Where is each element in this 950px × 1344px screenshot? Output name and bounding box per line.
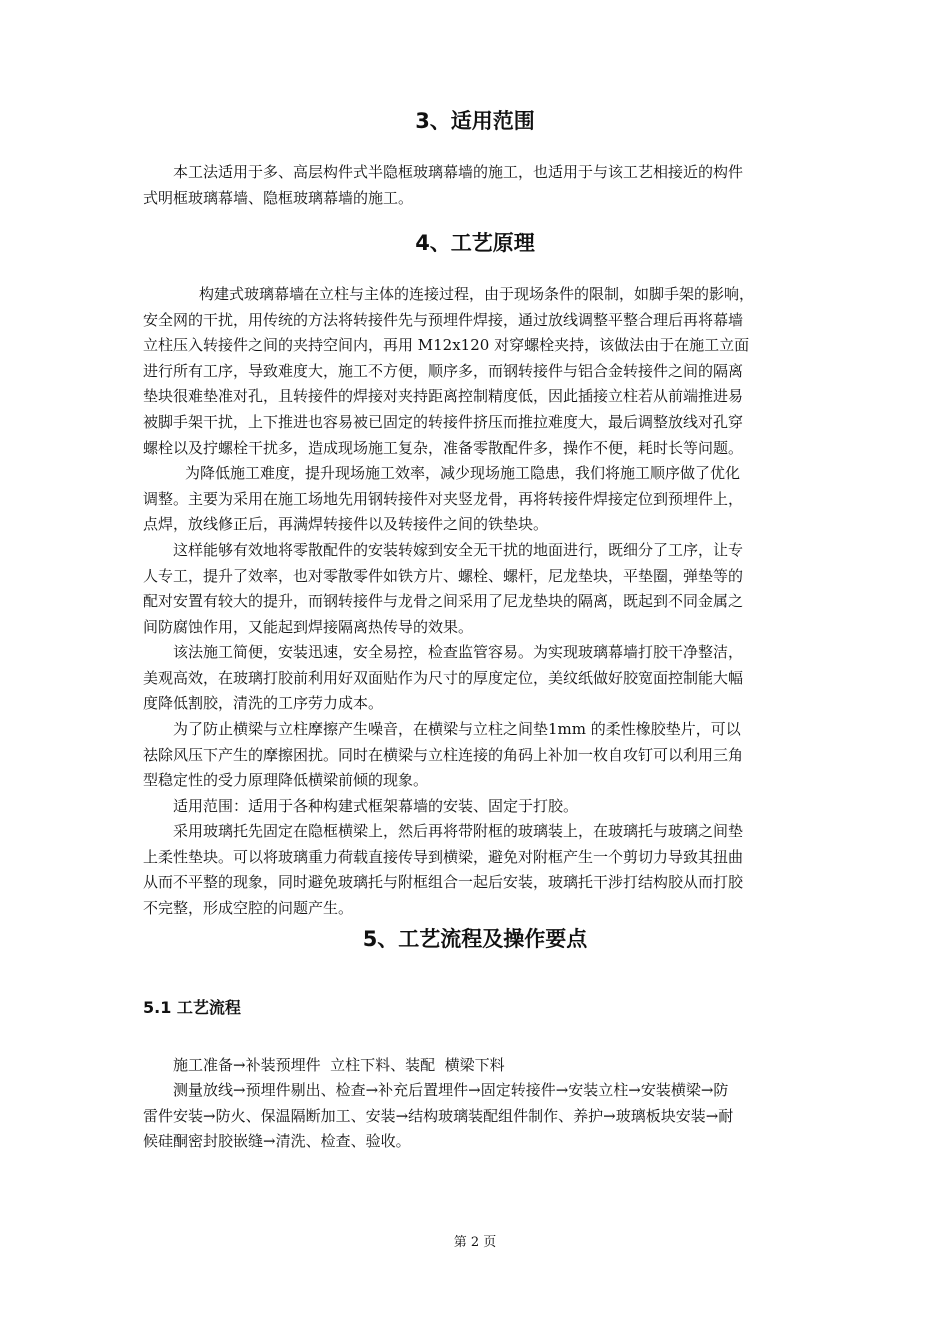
text-line: 式明框玻璃幕墙、隐框玻璃幕墙的施工。: [143, 188, 414, 207]
text-line: 本工法适用于多、高层构件式半隐框玻璃幕墙的施工，也适用于与该工艺相接近的构件: [173, 163, 744, 181]
text-line: 施工准备→补装预埋件 立柱下料、装配 横梁下料: [173, 1056, 505, 1074]
text-line: 为了防止横梁与立柱摩擦产生噪音，在横梁与立柱之间垫1mm 的柔性橡胶垫片，可以: [173, 720, 741, 738]
text-line: 上柔性垫块。可以将玻璃重力荷载直接传导到横梁，避免对附框产生一个剪切力导致其扭曲: [143, 847, 744, 866]
text-line: 候硅酮密封胶嵌缝→清洗、检查、验收。: [143, 1132, 411, 1151]
process-flow-steps: [143, 1078, 819, 1155]
text-line: 从而不平整的现象，同时避免玻璃托与附框组合一起后安装，玻璃托干涉打结构胶从而打胶: [143, 873, 744, 892]
section-4-paragraph-1: [143, 282, 819, 461]
text-line: 配对安置有较大的提升，而钢转接件与龙骨之间采用了尼龙垫块的隔离，既起到不同金属之: [143, 592, 744, 611]
section-3-heading: 3、适用范围: [415, 109, 535, 133]
text-line: 构建式玻璃幕墙在立柱与主体的连接过程，由于现场条件的限制，如脚手架的影响，: [199, 285, 755, 303]
text-line: 点焊，放线修正后，再满焊转接件以及转接件之间的铁垫块。: [143, 515, 549, 534]
text-line: 间防腐蚀作用，又能起到焊接隔离热传导的效果。: [143, 617, 474, 636]
text-line: 祛除风压下产生的摩擦困扰。同时在横梁与立柱连接的角码上补加一枚自攻钉可以利用三角: [143, 745, 744, 764]
text-line: 采用玻璃托先固定在隐框横梁上，然后再将带附框的玻璃装上，在玻璃托与玻璃之间垫: [173, 822, 744, 840]
text-line: 为降低施工难度，提升现场施工效率，减少现场施工隐患，我们将施工顺序做了优化: [185, 464, 741, 482]
text-line: 雷件安装→防火、保温隔断加工、安装→结构玻璃装配组件制作、养护→玻璃板块安装→耐: [143, 1106, 734, 1125]
section-4-paragraph-7: [143, 819, 819, 921]
section-4-paragraph-3: [143, 538, 819, 640]
process-flow-line-1: [143, 1053, 819, 1079]
text-line: 度降低割胶，清洗的工序劳力成本。: [143, 694, 384, 713]
section-5-1-heading: 5.1 工艺流程: [143, 998, 241, 1017]
text-line: 垫块很难垫准对孔，且转接件的焊接对夹持距离控制精度低，因此插接立柱若从前端推进易: [143, 387, 744, 406]
section-4-paragraph-6: [143, 794, 819, 820]
text-line: 安全网的干扰，用传统的方法将转接件先与预埋件焊接，通过放线调整平整合理后再将幕墙: [143, 310, 744, 329]
text-line: 适用范围：适用于各种构建式框架幕墙的安装、固定于打胶。: [173, 797, 579, 815]
section-4-paragraph-4: [143, 640, 819, 717]
text-line: 测量放线→预埋件剔出、检查→补充后置埋件→固定转接件→安装立柱→安装横梁→防: [173, 1081, 729, 1099]
text-line: 立柱压入转接件之间的夹持空间内，再用 M12x120 对穿螺栓夹持，该做法由于在施工立面: [143, 336, 750, 355]
text-line: 型稳定性的受力原理降低横梁前倾的现象。: [143, 771, 429, 790]
section-3-paragraph: [143, 160, 819, 211]
text-line: 调整。主要为采用在施工场地先用钢转接件对夹竖龙骨，再将转接件焊接定位到预埋件上，: [143, 489, 744, 508]
section-4-heading: 4、工艺原理: [415, 231, 535, 255]
text-line: 螺栓以及拧螺栓干扰多，造成现场施工复杂，准备零散配件多，操作不便，耗时长等问题。: [143, 438, 744, 457]
text-line: 被脚手架干扰，上下推进也容易被已固定的转接件挤压而推拉难度大，最后调整放线对孔穿: [143, 412, 744, 431]
text-line: 进行所有工序，导致难度大，施工不方便，顺序多，而钢转接件与铝合金转接件之间的隔离: [143, 361, 744, 380]
text-line: 不完整，形成空腔的问题产生。: [143, 898, 354, 917]
text-line: 人专工，提升了效率，也对零散零件如铁方片、螺栓、螺杆，尼龙垫块，平垫圈，弹垫等的: [143, 566, 744, 585]
section-4-paragraph-2: [143, 461, 819, 538]
section-5-heading: 5、工艺流程及操作要点: [362, 927, 588, 951]
section-4-paragraph-5: [143, 717, 819, 794]
page-number: 第 2 页: [453, 1235, 497, 1250]
text-line: 该法施工简便，安装迅速，安全易控，检查监管容易。为实现玻璃幕墙打胶干净整洁，: [173, 643, 744, 661]
text-line: 美观高效，在玻璃打胶前利用好双面贴作为尺寸的厚度定位，美纹纸做好胶宽面控制能大幅: [143, 668, 744, 687]
text-line: 这样能够有效地将零散配件的安装转嫁到安全无干扰的地面进行，既细分了工序，让专: [173, 541, 744, 559]
